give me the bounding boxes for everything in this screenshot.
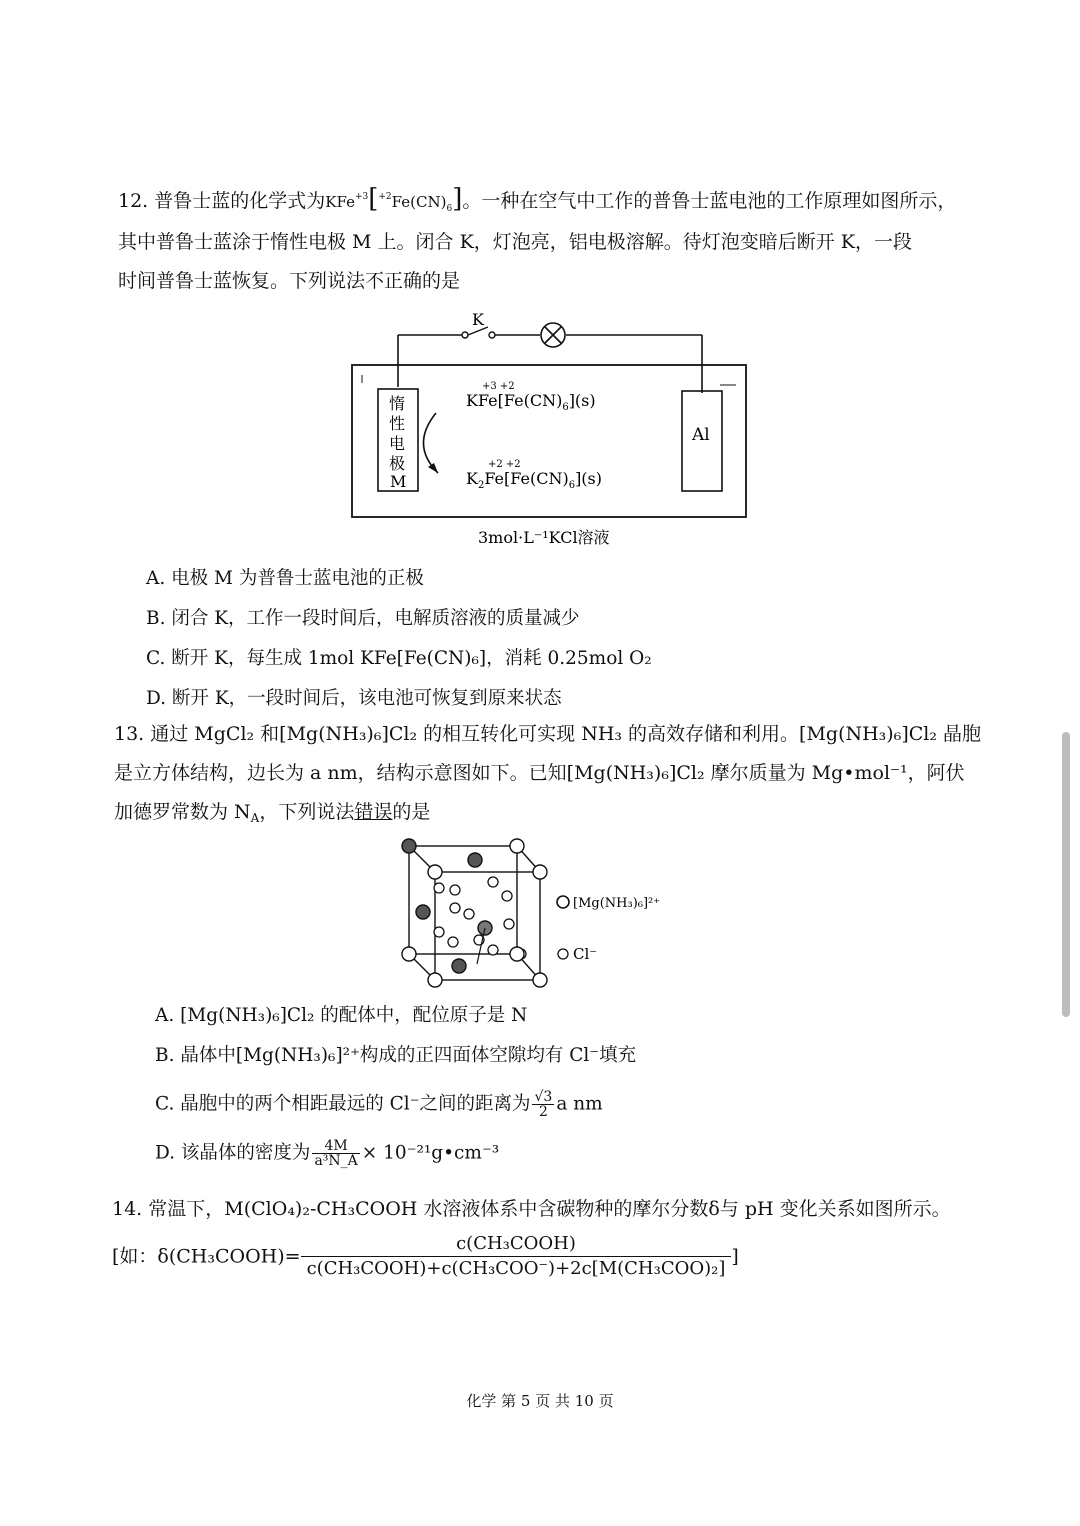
species-top: $KFe[Fe(CN)_6](s)$ [466,391,596,413]
q13-option-d: D. 该晶体的密度为 $\frac{4M}{\text{a³N\_A}}$ × 10⁻²¹g•cm⁻³ [155,1138,500,1169]
q13-option-c: C. 晶胞中的两个相距最远的 Cl⁻之间的距离为 $\frac{√3}{2}$ a nm [155,1089,603,1120]
species-top-ox: +3 +2 [482,381,515,392]
q12-option-d: D. 断开 K，一段时间后，该电池可恢复到原来状态 [146,688,562,709]
vertical-scrollbar[interactable] [1062,732,1070,1017]
q12-stem-text: 12. 普鲁士蓝的化学式为 [118,190,326,212]
switch-contact-right [489,332,495,338]
fraction-density: $\frac{4M}{\text{a³N\_A}}$ [314,1138,358,1169]
q12-stem-text-2: 。一种在空气中工作的普鲁士蓝电池的工作原理如图所示， [462,190,957,212]
electrode-al-label: Al [692,425,710,445]
q12-option-b: B. 闭合 K，工作一段时间后，电解质溶液的质量减少 [146,608,580,629]
legend-anion-icon [558,949,568,959]
q14-stem: 14. 常温下，M(ClO₄)₂-CH₃COOH 水溶液体系中含碳物种的摩尔分数δ与 pH 变化关系如图所示。 [112,1198,951,1220]
crystal-cell-diagram [395,832,685,997]
legend-cation: [Mg(NH₃)₆]²⁺ [573,896,661,911]
electrode-m-char-3: 电 [389,434,406,453]
q13-option-b: B. 晶体中[Mg(NH₃)₆]²⁺构成的正四面体空隙均有 Cl⁻填充 [155,1045,637,1066]
q13-stem-line-2: 是立方体结构，边长为 a nm，结构示意图如下。已知[Mg(NH₃)₆]Cl₂ 摩尔质量为 Mg•mol⁻¹，阿伏 [114,762,965,784]
prussian-blue-formula: $KFe^{+3}[^{+2}Fe(CN)_6]$ [325,184,463,214]
q13-stem-line-3: 加德罗常数为 $N_A$，下列说法错误的是 [114,801,431,825]
solution-label: 3mol·L⁻¹KCl溶液 [478,528,610,547]
electrode-m-char-2: 性 [389,414,406,433]
electrolyte-container [352,365,746,517]
q14-denominator: c(CH₃COOH)+c(CH₃COO⁻)+2c[M(CH₃COO)₂] [306,1258,726,1279]
q12-stem-line-3: 时间普鲁士蓝恢复。下列说法不正确的是 [118,270,461,292]
q13-stem-line-1: 13. 通过 MgCl₂ 和[Mg(NH₃)₆]Cl₂ 的相互转化可实现 NH₃ 的高效存储和利用。[Mg(NH₃)₆]Cl₂ 晶胞 [114,723,982,745]
reaction-arrow [423,413,438,473]
fraction-sqrt3-over-2: $\frac{√3}{2}$ [534,1089,553,1120]
species-bottom-ox: +2 +2 [488,459,521,470]
chloride-ions [434,877,526,959]
arrow-head [428,463,438,473]
battery-diagram [340,305,760,555]
switch-label: K [472,310,484,329]
q12-option-c: C. 断开 K，每生成 1mol KFe[Fe(CN)₆]，消耗 0.25mol O₂ [146,648,652,669]
page-footer: 化学 第 5 页 共 10 页 [466,1392,614,1410]
lamp-icon [541,323,565,347]
electrode-m-char-5: M [390,472,407,491]
q13-option-a: A. [Mg(NH₃)₆]Cl₂ 的配体中，配位原子是 N [155,1005,528,1026]
q12-option-a: A. 电极 M 为普鲁士蓝电池的正极 [146,568,424,589]
q12-stem-line-1 [118,184,956,222]
q14-formula: [如：δ(CH₃COOH)= c(CH₃COOH) c(CH₃COOH)+c(CH₃COO⁻)+2c[M(CH₃COO)₂] ] [112,1233,739,1279]
q12-stem-line-2: 其中普鲁士蓝涂于惰性电极 M 上。闭合 K，灯泡亮，铝电极溶解。待灯泡变暗后断开 K，一段 [118,231,913,253]
electrode-m-char-4: 极 [389,454,406,473]
species-bottom: $K_2Fe[Fe(CN)_6](s)$ [466,469,602,491]
electrode-m-char-1: 惰 [389,394,406,413]
switch-contact-left [462,332,468,338]
emphasis-wrong: 错误 [354,801,393,823]
q14-numerator: c(CH₃COOH) [301,1232,732,1257]
legend-cation-icon [557,896,569,908]
legend-anion: Cl⁻ [573,945,598,963]
